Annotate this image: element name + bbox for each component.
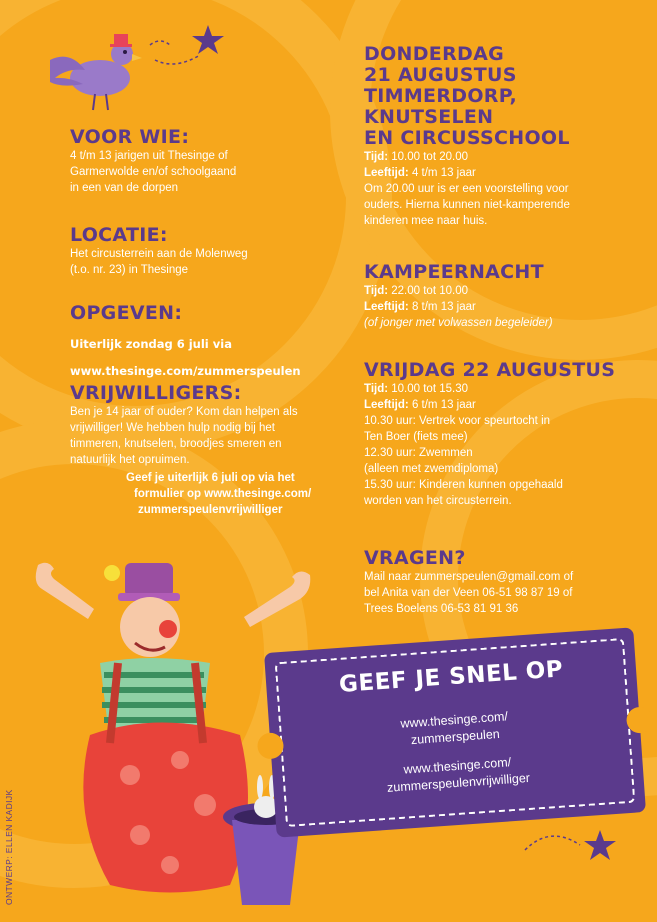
text-line: 4 t/m 13 jarigen uit Thesinge of: [70, 150, 228, 162]
section-title: EN CIRCUSSCHOOL: [364, 127, 570, 149]
text-line: Uiterlijk zondag 6 juli via: [70, 336, 232, 351]
section-title: VRAGEN?: [364, 547, 466, 569]
text-line: formulier op www.thesinge.com/: [134, 488, 312, 500]
signup-ticket: [264, 627, 646, 837]
text-line: in een van de dorpen: [70, 182, 179, 194]
section-opgeven: [70, 302, 360, 379]
text-line: worden van het circusterrein.: [364, 495, 512, 507]
section-voor-wie: [70, 126, 340, 196]
section-title: TIMMERDORP, KNUTSELEN: [364, 85, 517, 128]
text-line: (t.o. nr. 23) in Thesinge: [70, 264, 189, 276]
time-label: Tijd:: [364, 151, 389, 163]
age-value: 6 t/m 13 jaar: [411, 399, 476, 411]
text-line: Ben je 14 jaar of ouder? Kom dan helpen als: [70, 406, 298, 418]
link-line[interactable]: zummerspeulenvrijwilliger: [386, 770, 531, 795]
time-value: 10.00 tot 20.00: [391, 151, 468, 163]
age-value: 8 t/m 13 jaar: [411, 301, 476, 313]
text-line: Het circusterrein aan de Molenweg: [70, 248, 248, 260]
age-value: 4 t/m 13 jaar: [411, 167, 476, 179]
text-line: natuurlijk het opruimen.: [70, 454, 190, 466]
star-decoration: [520, 820, 620, 870]
note-text: (of jonger met volwassen begeleider): [364, 317, 553, 329]
time-row: [364, 381, 644, 397]
section-vrijdag: [364, 360, 644, 509]
age-label: Leeftijd:: [364, 399, 409, 411]
time-value: 22.00 tot 10.00: [391, 285, 468, 297]
age-row: [364, 299, 644, 315]
section-title: VRIJWILLIGERS:: [70, 382, 242, 404]
link-line[interactable]: zummerspeulen: [410, 726, 501, 748]
bird-illustration: [30, 20, 230, 115]
text-line: vrijwilliger! We hebben hulp nodig bij het: [70, 422, 275, 434]
section-vragen: [364, 548, 644, 617]
time-row: [364, 283, 644, 299]
section-title: VOOR WIE:: [70, 126, 190, 148]
registration-link[interactable]: www.thesinge.com/zummerspeulen: [70, 364, 301, 378]
volunteer-link[interactable]: zummerspeulenvrijwilliger: [138, 504, 283, 516]
section-title: 21 AUGUSTUS: [364, 64, 517, 86]
text-line: kinderen mee naar huis.: [364, 215, 488, 227]
section-vrijwilligers: [70, 382, 360, 518]
section-title: LOCATIE:: [70, 224, 168, 246]
age-label: Leeftijd:: [364, 301, 409, 313]
text-line: Trees Boelens 06-53 81 91 36: [364, 603, 519, 615]
age-label: Leeftijd:: [364, 167, 409, 179]
text-line: Ten Boer (fiets mee): [364, 431, 468, 443]
ticket-title: GEEF JE SNEL OP: [338, 656, 564, 698]
section-donderdag: [364, 44, 644, 229]
age-row: [364, 165, 644, 181]
time-row: [364, 149, 644, 165]
text-line: 10.30 uur: Vertrek voor speurtocht in: [364, 415, 551, 427]
link-line[interactable]: www.thesinge.com/: [403, 755, 512, 777]
time-value: 10.00 tot 15.30: [391, 383, 468, 395]
section-title: DONDERDAG: [364, 43, 504, 65]
time-label: Tijd:: [364, 383, 389, 395]
text-line: 12.30 uur: Zwemmen: [364, 447, 473, 459]
text-line: (alleen met zwemdiploma): [364, 463, 499, 475]
text-line: Om 20.00 uur is er een voorstelling voor: [364, 183, 569, 195]
section-title: KAMPEERNACHT: [364, 261, 544, 283]
age-row: [364, 397, 644, 413]
text-line: Garmerwolde en/of schoolgaand: [70, 166, 237, 178]
text-line: Geef je uiterlijk 6 juli op via het: [126, 472, 295, 484]
text-line: timmeren, knutselen, broodjes smeren en: [70, 438, 282, 450]
contact-email-line[interactable]: Mail naar zummerspeulen@gmail.com of: [364, 571, 574, 583]
time-label: Tijd:: [364, 285, 389, 297]
section-title: VRIJDAG 22 AUGUSTUS: [364, 359, 616, 381]
section-locatie: [70, 224, 340, 278]
section-title: OPGEVEN:: [70, 302, 183, 324]
section-kampeernacht: [364, 262, 644, 331]
design-credit: ONTWERP: ELLEN KADIJK: [4, 789, 14, 905]
text-line: bel Anita van der Veen 06-51 98 87 19 of: [364, 587, 573, 599]
link-line[interactable]: www.thesinge.com/: [399, 709, 509, 731]
text-line: 15.30 uur: Kinderen kunnen opgehaald: [364, 479, 563, 491]
text-line: ouders. Hierna kunnen niet-kamperende: [364, 199, 570, 211]
